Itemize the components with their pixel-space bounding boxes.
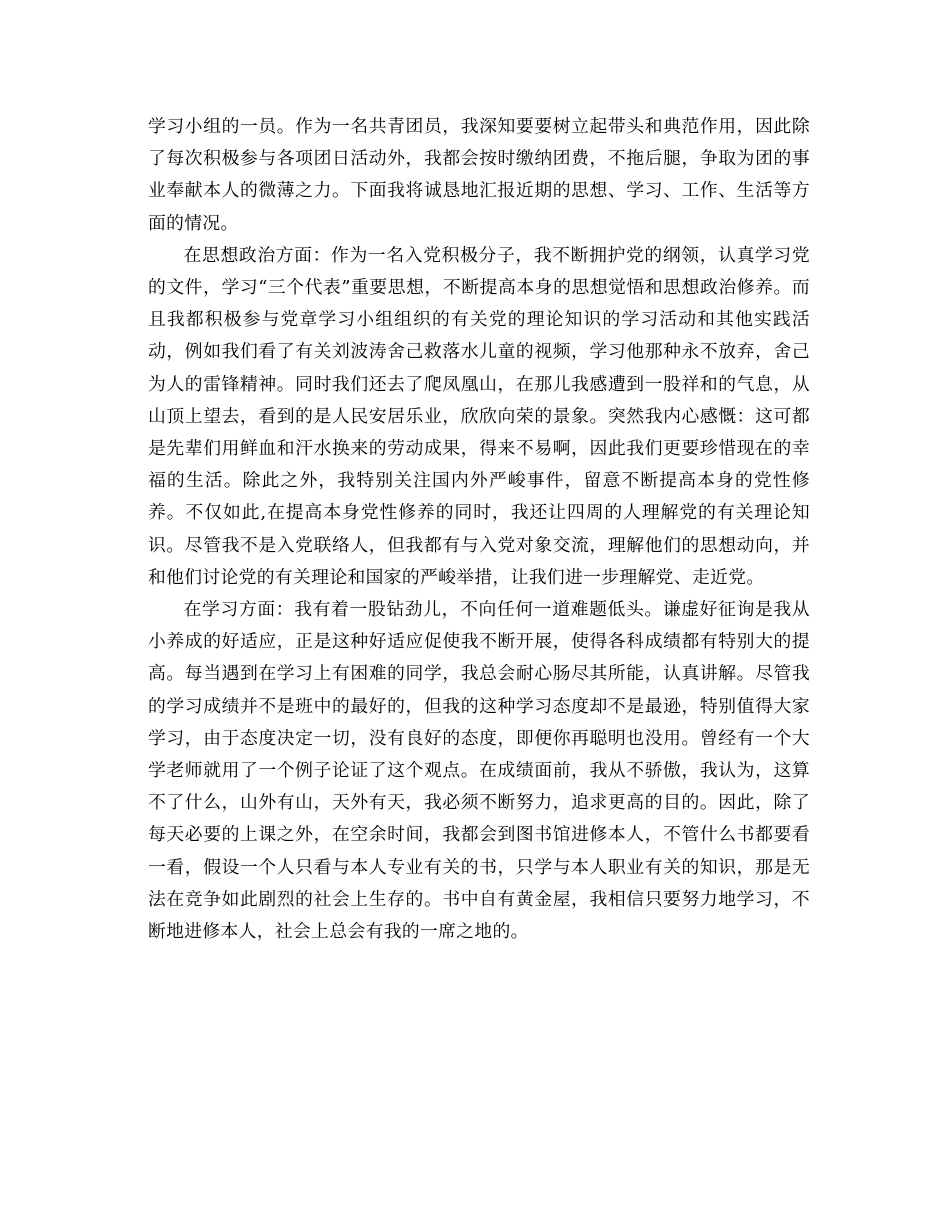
paragraph-political-thought: 在思想政治方面：作为一名入党积极分子，我不断拥护党的纲领，认真学习党的文件，学习“三个代表”重要思想，不断提高本身的思想觉悟和思想政治修养。而且我都积极参与党章学习小组组织的有关党的理论知识的学习活动和其他实践活动，例如我们看了有关刘波涛舍己救落水儿童的视频，学习他那种永不放弃，舍己为人的雷锋精神。同时我们还去了爬凤凰山，在那儿我感遭到一股祥和的气息，从山顶上望去，看到的是人民安居乐业，欣欣向荣的景象。突然我内心感慨：这可都是先辈们用鲜血和汗水换来的劳动成果，得来不易啊，因此我们更要珍惜现在的幸福的生活。除此之外，我特别关注国内外严峻事件，留意不断提高本身的党性修养。不仅如此,在提高本身党性修养的同时，我还让四周的人理解党的有关理论知识。尽管我不是入党联络人，但我都有与入党对象交流，理解他们的思想动向，并和他们讨论党的有关理论和国家的严峻举措，让我们进一步理解党、走近党。 — [148, 244, 810, 588]
document-body — [148, 111, 810, 948]
paragraph-continuation: 学习小组的一员。作为一名共青团员，我深知要要树立起带头和典范作用，因此除了每次积极参与各项团日活动外，我都会按时缴纳团费，不拖后腿，争取为团的事业奉献本人的微薄之力。下面我将诚恳地汇报近期的思想、学习、工作、生活等方面的情况。 — [148, 116, 810, 234]
paragraph-study: 在学习方面：我有着一股钻劲儿，不向任何一道难题低头。谦虚好征询是我从小养成的好适应，正是这种好适应促使我不断开展，使得各科成绩都有特别大的提高。每当遇到在学习上有困难的同学，我总会耐心肠尽其所能，认真讲解。尽管我的学习成绩并不是班中的最好的，但我的这种学习态度却不是最逊，特别值得大家学习，由于态度决定一切，没有良好的态度，即便你再聪明也没用。曾经有一个大学老师就用了一个例子论证了这个观点。在成绩面前，我从不骄傲，我认为，这算不了什么，山外有山，天外有天，我必须不断努力，追求更高的目的。因此，除了每天必要的上课之外，在空余时间，我都会到图书馆进修本人，不管什么书都要看一看，假设一个人只看与本人专业有关的书，只学与本人职业有关的知识，那是无法在竞争如此剧烈的社会上生存的。书中自有黄金屋，我相信只要努力地学习，不断地进修本人，社会上总会有我的一席之地的。 — [148, 599, 810, 943]
